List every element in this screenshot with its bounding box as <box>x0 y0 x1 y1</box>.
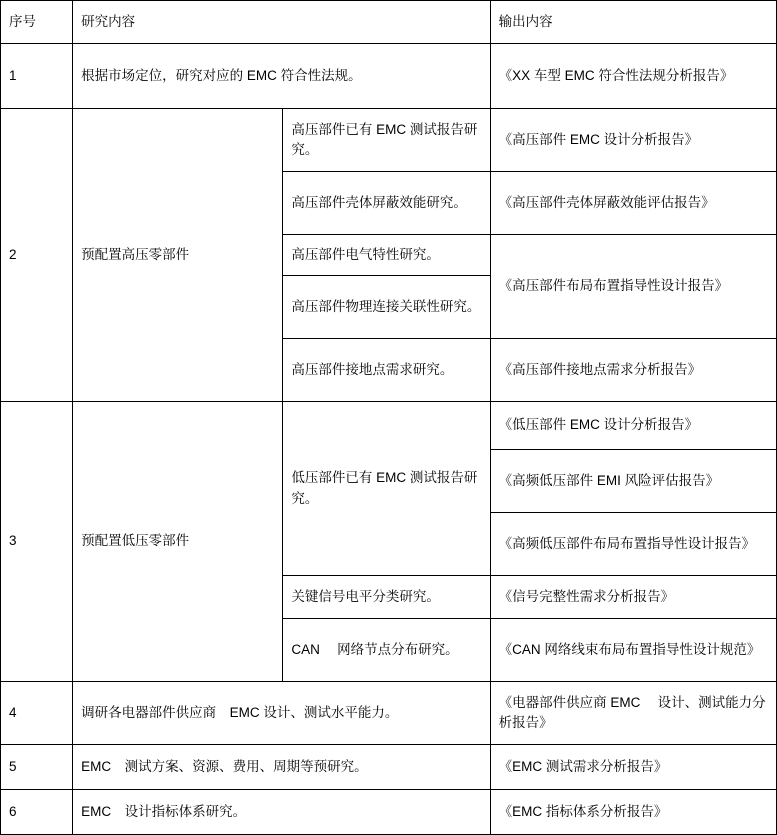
row-output: 《低压部件 EMC 设计分析报告》 <box>490 402 776 450</box>
header-output-content: 输出内容 <box>490 1 776 44</box>
row-content: 调研各电器部件供应商 EMC 设计、测试水平能力。 <box>73 682 491 745</box>
row-content: 预配置高压零部件 <box>73 109 283 402</box>
row-seq: 6 <box>1 790 73 835</box>
row-seq: 2 <box>1 109 73 402</box>
row-seq: 5 <box>1 745 73 790</box>
row-output: 《EMC 测试需求分析报告》 <box>490 745 776 790</box>
row-output: 《高压部件 EMC 设计分析报告》 <box>490 109 776 172</box>
row-seq: 4 <box>1 682 73 745</box>
row-output: 《XX 车型 EMC 符合性法规分析报告》 <box>490 44 776 109</box>
row-subcontent: 高压部件物理连接关联性研究。 <box>283 276 490 339</box>
row-seq: 3 <box>1 402 73 682</box>
row-subcontent: 高压部件接地点需求研究。 <box>283 339 490 402</box>
row-subcontent: 关键信号电平分类研究。 <box>283 576 490 619</box>
row-subcontent: CAN 网络节点分布研究。 <box>283 619 490 682</box>
row-output: 《高频低压部件布局布置指导性设计报告》 <box>490 513 776 576</box>
row-seq: 1 <box>1 44 73 109</box>
table-header-row <box>1 1 777 44</box>
header-seq: 序号 <box>1 1 73 44</box>
row-subcontent: 高压部件电气特性研究。 <box>283 235 490 276</box>
row-content: EMC 设计指标体系研究。 <box>73 790 491 835</box>
row-output: 《EMC 指标体系分析报告》 <box>490 790 776 835</box>
row-output: 《高频低压部件 EMI 风险评估报告》 <box>490 450 776 513</box>
row-output: 《高压部件接地点需求分析报告》 <box>490 339 776 402</box>
row-output: 《高压部件壳体屏蔽效能评估报告》 <box>490 172 776 235</box>
table-row <box>1 682 777 745</box>
row-output: 《信号完整性需求分析报告》 <box>490 576 776 619</box>
row-subcontent: 高压部件壳体屏蔽效能研究。 <box>283 172 490 235</box>
table-row <box>1 109 777 172</box>
header-research-content: 研究内容 <box>73 1 491 44</box>
row-output: 《CAN 网络线束布局布置指导性设计规范》 <box>490 619 776 682</box>
row-output: 《高压部件布局布置指导性设计报告》 <box>490 235 776 339</box>
table-row <box>1 790 777 835</box>
row-subcontent: 高压部件已有 EMC 测试报告研究。 <box>283 109 490 172</box>
row-content: EMC 测试方案、资源、费用、周期等预研究。 <box>73 745 491 790</box>
table-row <box>1 402 777 450</box>
row-content: 预配置低压零部件 <box>73 402 283 682</box>
table-row <box>1 44 777 109</box>
table-row <box>1 745 777 790</box>
row-subcontent: 低压部件已有 EMC 测试报告研究。 <box>283 402 490 576</box>
row-content: 根据市场定位，研究对应的 EMC 符合性法规。 <box>73 44 491 109</box>
row-output: 《电器部件供应商 EMC 设计、测试能力分析报告》 <box>490 682 776 745</box>
